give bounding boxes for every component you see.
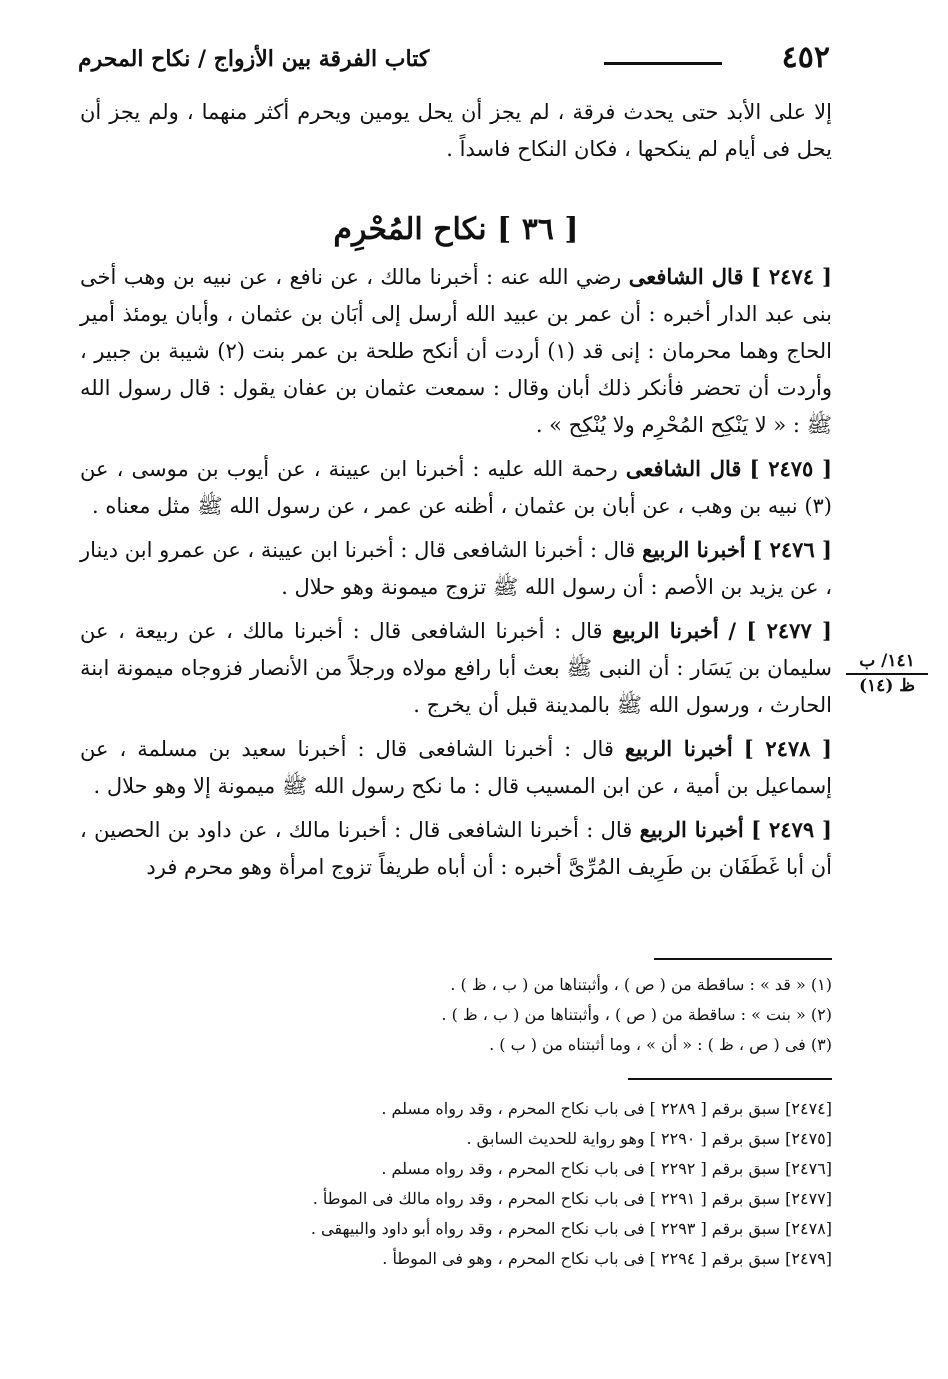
- entry-text: قال : أخبرنا الشافعى قال : أخبرنا مالك ، عن ربيعة ، عن سليمان بن يَسَار : أن النبى ﷺ بعث أبا رافع مولاه ورجلاً من الأنصار فزوجاه ميمونة ابنة الحارث ، ورسول الله ﷺ بالمدينة قبل أن يخرج .: [80, 619, 832, 717]
- hadith-entry: [80, 730, 832, 805]
- entry-lead: قال الشافعى: [628, 264, 744, 289]
- reference-note: [٢٤٧٩] سبق برقم [ ٢٢٩٤ ] فى باب نكاح المحرم ، وهو فى الموطأ .: [382, 1249, 832, 1268]
- entry-number: [ ٢٤٧٧ ] /: [728, 618, 832, 643]
- entry-text: رحمة الله عليه : أخبرنا ابن عيينة ، عن أيوب بن موسى ، عن (٣) نبيه بن وهب ، عن أبان بن عثمان ، أظنه عن عمر ، عن رسول الله ﷺ مثل معناه .: [80, 457, 832, 518]
- reference-note: [٢٤٧٥] سبق برقم [ ٢٢٩٠ ] وهو رواية للحديث السابق .: [466, 1129, 832, 1148]
- entry-number: [ ٢٤٧٨ ]: [743, 736, 832, 761]
- hadith-entry: [80, 811, 832, 886]
- hadith-entry: [80, 531, 832, 606]
- reference-note: [٢٤٧٨] سبق برقم [ ٢٢٩٣ ] فى باب نكاح المحرم ، وقد رواه أبو داود والبيهقى .: [310, 1219, 832, 1238]
- reference-note: [٢٤٧٦] سبق برقم [ ٢٢٩٢ ] فى باب نكاح المحرم ، وقد رواه مسلم .: [381, 1159, 832, 1178]
- margin-note-folio: ١٤١/ ب: [846, 650, 928, 675]
- entry-number: [ ٢٤٧٥ ]: [749, 456, 833, 481]
- hadith-entry: [80, 612, 832, 724]
- reference-note: [٢٤٧٧] سبق برقم [ ٢٢٩١ ] فى باب نكاح المحرم ، وقد رواه مالك فى الموطأ .: [312, 1189, 832, 1208]
- hadith-entry: [80, 450, 832, 525]
- entry-text: قال : أخبرنا الشافعى قال : أخبرنا مالك ، عن داود بن الحصين ، أن أبا غَطَفَان بن طَرِيف المُرِّىَّ أخبره : أن أباه طريفاً تزوج امرأة وهو محرم فرد: [80, 818, 832, 879]
- running-header: [78, 40, 830, 80]
- reference-note: [٢٤٧٤] سبق برقم [ ٢٢٨٩ ] فى باب نكاح المحرم ، وقد رواه مسلم .: [381, 1099, 832, 1118]
- page-number: ٤٥٢: [781, 40, 830, 75]
- margin-note-manuscript: ظ (١٤): [859, 676, 915, 696]
- header-rule: [604, 62, 722, 65]
- entry-lead: أخبرنا الربيع: [612, 618, 719, 643]
- chapter-heading: [ ٣٦ ] نكاح المُحْرِم: [333, 212, 579, 247]
- reference-divider: [628, 1078, 832, 1080]
- entry-lead: قال الشافعى: [625, 456, 742, 481]
- variant-footnotes: [132, 970, 832, 1060]
- entry-text: قال : أخبرنا الشافعى قال : أخبرنا سعيد بن مسلمة ، عن إسماعيل بن أمية ، عن ابن المسيب قال : ما نكح رسول الله ﷺ ميمونة إلا وهو حلال .: [80, 737, 832, 798]
- entry-number: [ ٢٤٧٦ ]: [752, 537, 832, 562]
- hadith-entries: [80, 258, 832, 892]
- intro-text: إلا على الأبد حتى يحدث فرقة ، لم يجز أن يحل يومين ويحرم أكثر منهما ، ولم يجز أن يحل فى أيام لم ينكحها ، فكان النكاح فاسداً .: [80, 100, 832, 161]
- intro-paragraph: [80, 94, 832, 168]
- entry-text: رضي الله عنه : أخبرنا مالك ، عن نافع ، عن نبيه بن وهب أخى بنى عبد الدار أخبره : أن عمر بن عبيد الله أرسل إلى أبَان بن عثمان ، وأبان يومئذ أمير الحاج وهما محرمان : إنى قد (١) أردت أن أنكح طلحة بن عمر بنت (٢) شيبة بن جبير ، وأردت أن تحضر فأنكر ذلك أبان وقال : سمعت عثمان بن عفان يقول : قال رسول الله ﷺ : « لا يَنْكِح المُحْرِم ولا يُنْكِح » .: [80, 265, 832, 437]
- margin-manuscript-note: [846, 650, 928, 697]
- entry-text: قال : أخبرنا الشافعى قال : أخبرنا ابن عيينة ، عن عمرو ابن دينار ، عن يزيد بن الأصم : أن رسول الله ﷺ تزوج ميمونة وهو حلال .: [80, 538, 832, 599]
- hadith-entry: [80, 258, 832, 444]
- book-title: كتاب الفرقة بين الأزواج / نكاح المحرم: [78, 46, 430, 72]
- entry-number: [ ٢٤٧٩ ]: [751, 817, 832, 842]
- footnote: (٣) فى ( ص ، ظ ) : « أن » ، وما أثبتناه من ( ب ) .: [489, 1035, 832, 1054]
- footnote: (٢) « بنت » : ساقطة من ( ص ) ، وأثبتناها من ( ب ، ظ ) .: [441, 1005, 832, 1024]
- entry-lead: أخبرنا الربيع: [639, 817, 744, 842]
- entry-lead: أخبرنا الربيع: [642, 537, 746, 562]
- entry-lead: أخبرنا الربيع: [624, 736, 733, 761]
- footnote-divider: [654, 958, 832, 960]
- footnote: (١) « قد » : ساقطة من ( ص ) ، وأثبتناها من ( ب ، ظ ) .: [450, 975, 832, 994]
- entry-number: [ ٢٤٧٤ ]: [750, 264, 832, 289]
- reference-footnotes: [132, 1094, 832, 1274]
